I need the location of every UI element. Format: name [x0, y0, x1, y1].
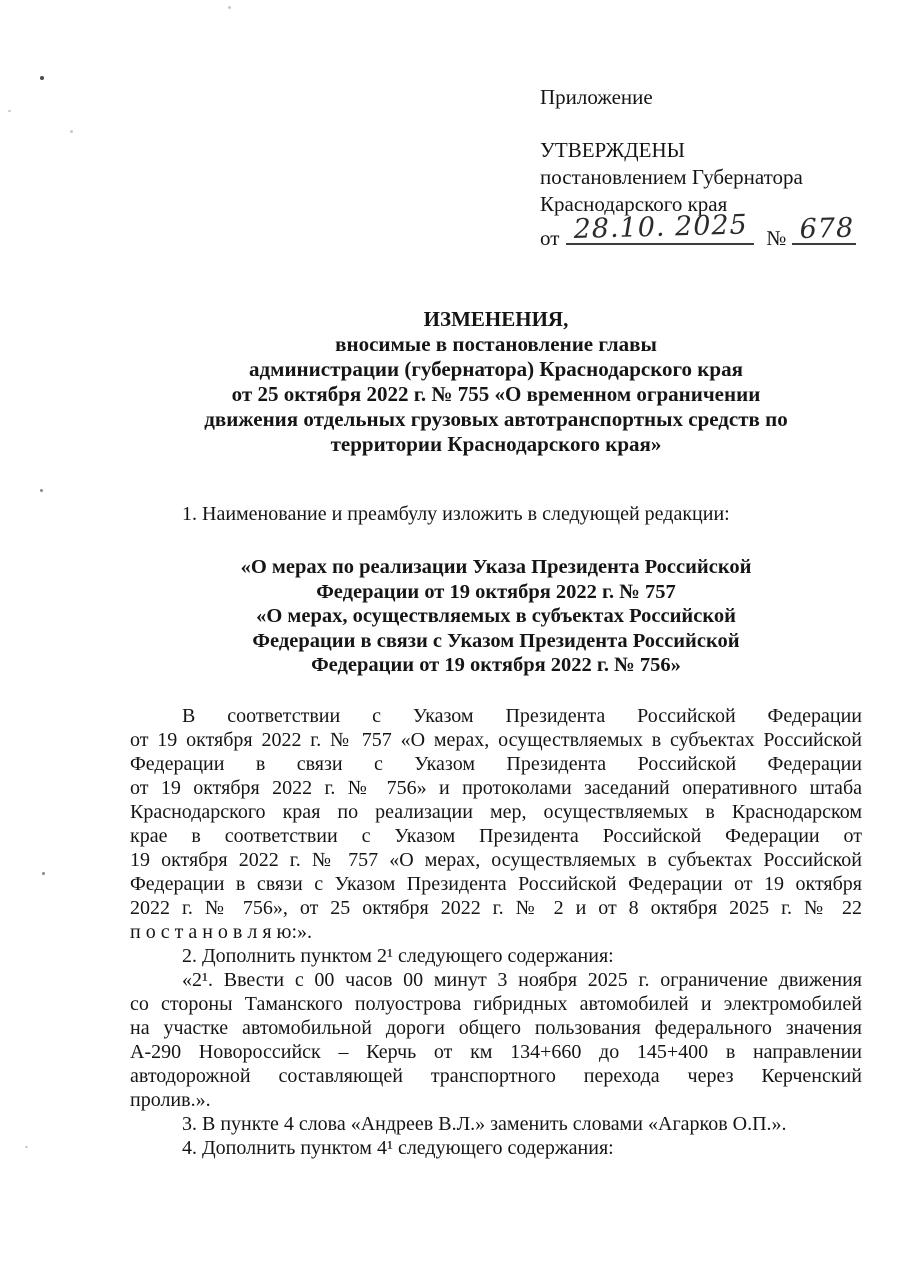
body-line: Федерации в связи с Указом Президента Российской Федерации от 19 октября [130, 873, 862, 895]
scan-speck [25, 1146, 28, 1148]
body-line: 2022 г. № 756», от 25 октября 2022 г. № 2 и от 8 октября 2025 г. № 22 [130, 897, 862, 919]
quote-line: «О мерах, осуществляемых в субъектах Российской [256, 605, 736, 627]
body-line-postanovlyayu: п о с т а н о в л я ю:». [130, 921, 313, 943]
scan-speck [228, 6, 231, 9]
appendix-label: Приложение [540, 85, 653, 109]
scan-speck [70, 130, 73, 133]
body-line: В соответствии с Указом Президента Российской Федерации [182, 705, 862, 727]
approval-by-line-2: Краснодарского края [540, 192, 728, 216]
approved-label: УТВЕРЖДЕНЫ [540, 138, 685, 162]
body-line: от 19 октября 2022 г. № 757 «О мерах, осуществляемых в субъектах Российской [130, 729, 862, 751]
body-line: «2¹. Ввести с 00 часов 00 минут 3 ноября 2025 г. ограничение движения [182, 969, 862, 991]
number-sign-label: № [766, 226, 787, 250]
body-line: на участке автомобильной дороги общего пользования федерального значения [130, 1017, 862, 1039]
title-line: вносимые в постановление главы [335, 332, 657, 356]
number-underline [792, 212, 856, 245]
scan-speck [42, 872, 45, 875]
title-line: ИЗМЕНЕНИЯ, [423, 307, 569, 331]
body-text [130, 704, 862, 1160]
approval-date-line [540, 209, 870, 252]
body-line: крае в соответствии с Указом Президента Российской Федерации от [130, 825, 862, 847]
title-line: территории Краснодарского края» [330, 432, 662, 456]
handwritten-number: 678 [799, 212, 856, 245]
scan-speck [40, 76, 44, 80]
body-line: пролив.». [130, 1089, 211, 1111]
quote-line: «О мерах по реализации Указа Президента Российской [240, 556, 752, 578]
approval-block [540, 84, 870, 252]
body-line: автодорожной составляющей транспортного перехода через Керченский [130, 1065, 862, 1087]
title-line: движения отдельных грузовых автотранспортных средств по [204, 407, 788, 431]
date-prefix-label: от [540, 226, 560, 250]
quote-line: Федерации в связи с Указом Президента Российской [252, 629, 740, 652]
quote-line: Федерации от 19 октября 2022 г. № 756» [311, 654, 681, 676]
body-line: 19 октября 2022 г. № 757 «О мерах, осуществляемых в субъектах Российской [130, 849, 862, 871]
body-line: со стороны Таманского полуострова гибридных автомобилей и электромобилей [130, 993, 862, 1015]
section-3-text: 3. В пункте 4 слова «Андреев В.Л.» заменить словами «Агарков О.П.». [182, 1113, 787, 1135]
section-2-intro: 2. Дополнить пунктом 2¹ следующего содержания: [182, 945, 614, 967]
body-line: от 19 октября 2022 г. № 756» и протоколами заседаний оперативного штаба [130, 777, 862, 799]
scan-speck [8, 110, 11, 112]
title-line: от 25 октября 2022 г. № 755 «О временном ограничении [231, 382, 761, 406]
approval-gap [540, 111, 870, 137]
section-1-intro-text: 1. Наименование и преамбулу изложить в следующей редакции: [182, 503, 730, 525]
body-line: Краснодарского края по реализации мер, осуществляемых в Краснодарском [130, 801, 862, 823]
document-title [130, 307, 862, 457]
section-4-text: 4. Дополнить пунктом 4¹ следующего содержания: [182, 1137, 614, 1159]
scan-speck [40, 489, 43, 492]
body-line: Федерации в связи с Указом Президента Российской Федерации [130, 753, 862, 775]
date-underline [566, 209, 754, 245]
approval-by-line-1: постановлением Губернатора [540, 165, 803, 189]
quote-line: Федерации от 19 октября 2022 г. № 757 [316, 580, 676, 603]
section-1-intro [130, 502, 862, 526]
title-line: администрации (губернатора) Краснодарского края [249, 357, 743, 381]
body-line: А-290 Новороссийск – Керчь от км 134+660 до 145+400 в направлении [130, 1041, 862, 1063]
handwritten-date: 28.10. 2025 [573, 209, 749, 245]
quoted-title-block [130, 555, 862, 678]
